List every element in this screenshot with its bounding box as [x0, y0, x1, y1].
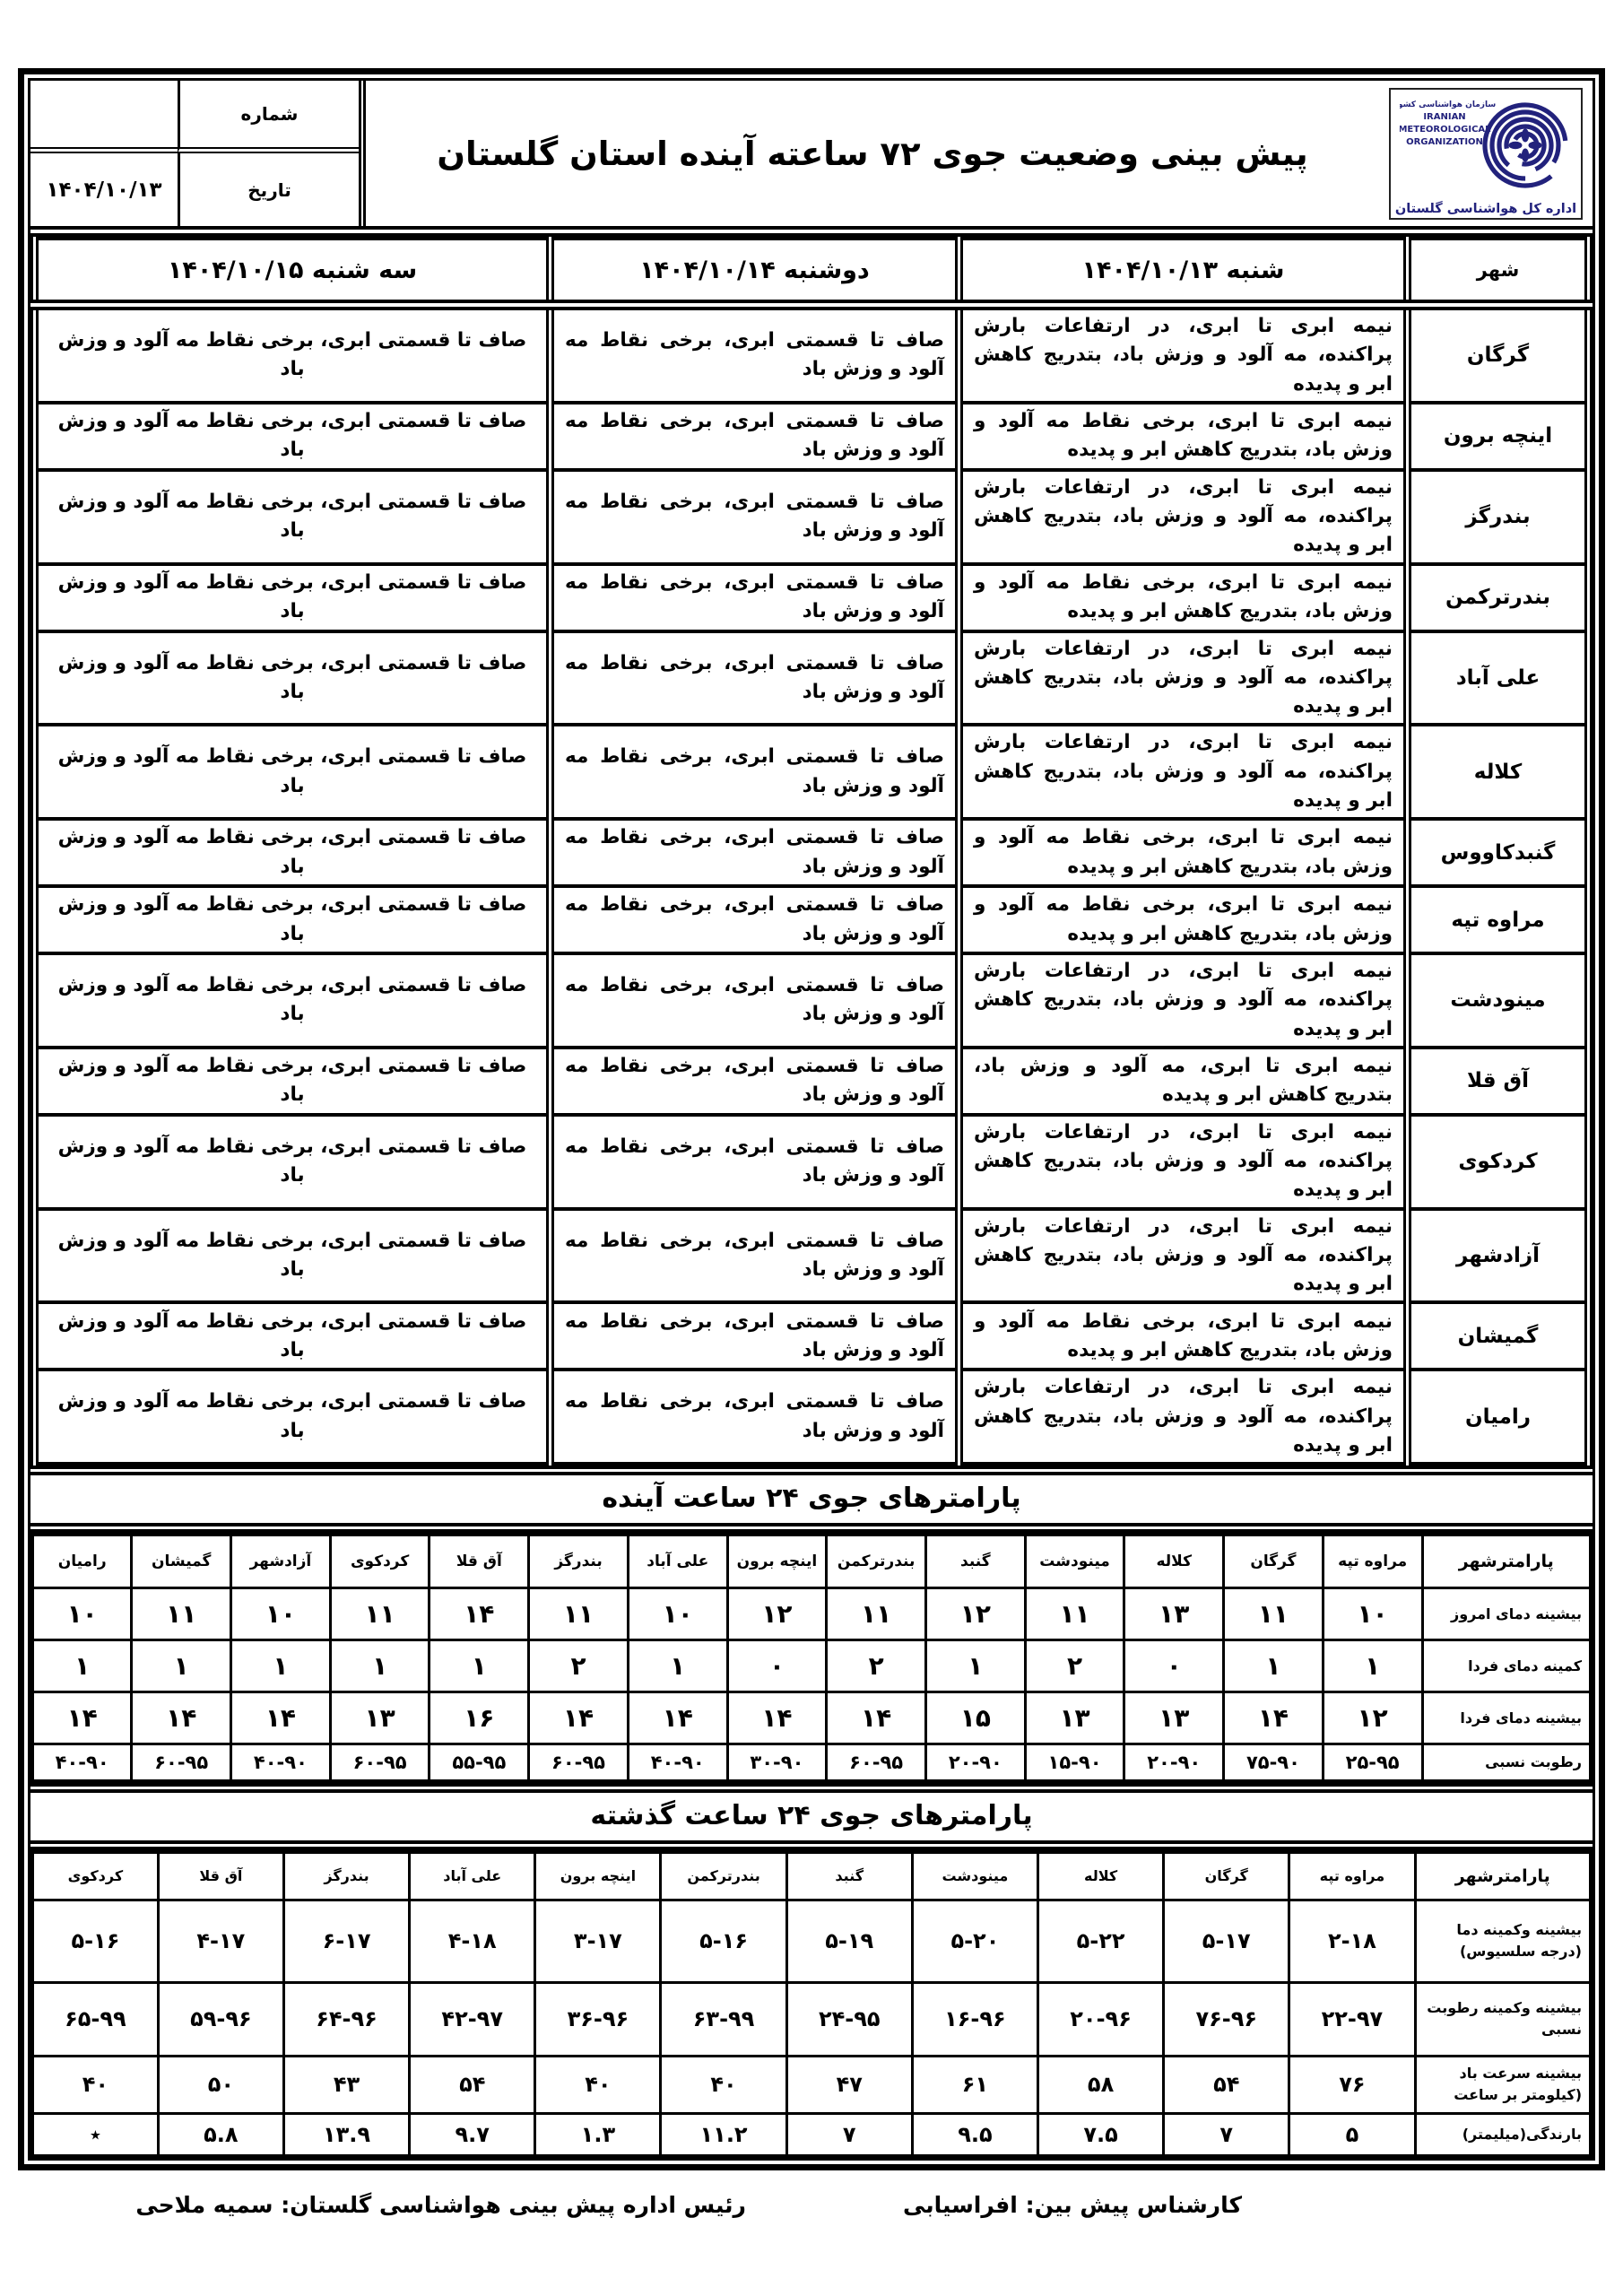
value-cell: ۲: [529, 1640, 629, 1692]
forecast-row-maraveh-tappeh: [35, 886, 1589, 953]
value-cell: ۴۳: [283, 2056, 409, 2113]
forecast-cell: صاف تا قسمتی ابری، برخی نقاط مه آلود و وزش باد: [35, 725, 551, 819]
row-rainfall: [32, 2113, 1591, 2156]
value-cell: ۱۴: [231, 1692, 331, 1744]
document-frame: [18, 68, 1605, 2170]
forecast-cell: نیمه ابری تا ابری، برخی نقاط مه آلود و وزش باد، بتدریج کاهش ابر و پدیده: [959, 819, 1408, 886]
logo-cell: [1379, 81, 1593, 226]
value-cell: ۱۴: [1224, 1692, 1324, 1744]
value-cell: ۱۱: [132, 1588, 231, 1640]
value-cell: ۱۳.۹: [283, 2113, 409, 2156]
city-column-header: شهر: [1408, 239, 1589, 305]
forecast-cell: نیمه ابری تا ابری، در ارتفاعات بارش پراکنده، مه آلود و وزش باد، بتدریج کاهش ابر و پدیده: [959, 1370, 1408, 1464]
value-cell: ۱۱: [827, 1588, 926, 1640]
value-cell: ۲: [827, 1640, 926, 1692]
city-column-header: آزادشهر: [231, 1535, 331, 1588]
value-cell: ۲-۱۸: [1289, 1900, 1415, 1982]
value-cell: ۶۵-۹۹: [32, 1982, 158, 2056]
city-column-header: علی آباد: [628, 1535, 727, 1588]
value-cell: ۵-۱۷: [1164, 1900, 1289, 1982]
city-column-header: رامیان: [32, 1535, 132, 1588]
forecast-cell: صاف تا قسمتی ابری، برخی نقاط مه آلود و وزش باد: [551, 305, 959, 403]
corner-cell: پارامترشهر: [1422, 1535, 1591, 1588]
forecast-cell: نیمه ابری تا ابری، برخی نقاط مه آلود و وزش باد، بتدریج کاهش ابر و پدیده: [959, 886, 1408, 953]
logo-org-name-en-3: ORGANIZATION: [1406, 136, 1483, 147]
forecast-cell: نیمه ابری تا ابری، در ارتفاعات بارش پراکنده، مه آلود و وزش باد، بتدریج کاهش ابر و پدیده: [959, 725, 1408, 819]
forecast-cell: صاف تا قسمتی ابری، برخی نقاط مه آلود و وزش باد: [35, 564, 551, 631]
meta-block: [30, 81, 366, 226]
value-cell: ۴-۱۸: [410, 1900, 535, 1982]
value-cell: ۵۸: [1037, 2056, 1163, 2113]
city-column-header: گنبد: [925, 1535, 1025, 1588]
value-cell: ۱۰: [628, 1588, 727, 1640]
met-organization-logo: [1389, 88, 1583, 220]
row-max-temp-today: [32, 1588, 1591, 1640]
forecast-cell: صاف تا قسمتی ابری، برخی نقاط مه آلود و وزش باد: [35, 1115, 551, 1209]
city-column-header: علی آباد: [410, 1852, 535, 1900]
city-column-header: اینچه برون: [535, 1852, 661, 1900]
value-cell: ۱۴: [32, 1692, 132, 1744]
city-column-header: کلاله: [1037, 1852, 1163, 1900]
day-header-saturday: شنبه ۱۴۰۴/۱۰/۱۳: [959, 239, 1408, 305]
forecast-row-aliabad: [35, 631, 1589, 726]
value-cell: ۱: [330, 1640, 430, 1692]
forecast-cell: صاف تا قسمتی ابری، برخی نقاط مه آلود و وزش باد: [551, 564, 959, 631]
forecast-cell: صاف تا قسمتی ابری، برخی نقاط مه آلود و وزش باد: [35, 953, 551, 1048]
city-column-header: گمیشان: [132, 1535, 231, 1588]
value-cell: ۴۰-۹۰: [32, 1744, 132, 1781]
value-cell: ۱۵: [925, 1692, 1025, 1744]
value-cell: ۷.۵: [1037, 2113, 1163, 2156]
city-name: آزادشهر: [1408, 1209, 1589, 1303]
forecast-cell: صاف تا قسمتی ابری، برخی نقاط مه آلود و وزش باد: [551, 470, 959, 564]
forecast-row-aq-qala: [35, 1048, 1589, 1115]
logo-org-name-fa: سازمان هواشناسی کشور: [1400, 100, 1497, 109]
value-cell: ۷۶-۹۶: [1164, 1982, 1289, 2056]
value-cell: ۵-۱۶: [32, 1900, 158, 1982]
section-title-past-24h: پارامترهای جوی ۲۴ ساعت گذشته: [30, 1783, 1593, 1850]
value-cell: ۵-۲۰: [912, 1900, 1037, 1982]
forecast-cell: صاف تا قسمتی ابری، برخی نقاط مه آلود و وزش باد: [35, 1048, 551, 1115]
city-column-header: اینچه برون: [727, 1535, 827, 1588]
forecast-cell: صاف تا قسمتی ابری، برخی نقاط مه آلود و وزش باد: [551, 1302, 959, 1370]
footer-signatures: [0, 2192, 1623, 2218]
value-cell: ۱۶-۹۶: [912, 1982, 1037, 2056]
row-label: کمینه دمای فردا: [1422, 1640, 1591, 1692]
value-cell: ۴۷: [786, 2056, 912, 2113]
value-cell: ۶۰-۹۵: [132, 1744, 231, 1781]
serial-value: [30, 81, 178, 153]
city-column-header: کردکوی: [32, 1852, 158, 1900]
value-cell: ۱۴: [727, 1692, 827, 1744]
value-cell: ۱: [132, 1640, 231, 1692]
city-column-header: بندرترکمن: [827, 1535, 926, 1588]
city-column-header: کلاله: [1124, 1535, 1224, 1588]
city-name: مینودشت: [1408, 953, 1589, 1048]
value-cell: ۳۶-۹۶: [535, 1982, 661, 2056]
row-relative-humidity: [32, 1744, 1591, 1781]
value-cell: ۵: [1289, 2113, 1415, 2156]
forecast-row-gonbad-kavus: [35, 819, 1589, 886]
value-cell: ۷۵-۹۰: [1224, 1744, 1324, 1781]
value-cell: ۹.۵: [912, 2113, 1037, 2156]
serial-label: شماره: [178, 81, 359, 153]
city-column-header: گنبد: [786, 1852, 912, 1900]
value-cell: ۰: [727, 1640, 827, 1692]
value-cell: ۱۰: [1323, 1588, 1422, 1640]
value-cell: ۱۲: [925, 1588, 1025, 1640]
city-name: کلاله: [1408, 725, 1589, 819]
value-cell: ۲۰-۹۰: [925, 1744, 1025, 1781]
logo-pinwheel-icon: [1509, 128, 1542, 161]
value-cell: ۵۰: [158, 2056, 283, 2113]
value-cell: ۶۰-۹۵: [330, 1744, 430, 1781]
row-label: رطوبت نسبی: [1422, 1744, 1591, 1781]
city-name: رامیان: [1408, 1370, 1589, 1464]
forecast-row-bandar-torkaman: [35, 564, 1589, 631]
value-cell: ۵-۲۲: [1037, 1900, 1163, 1982]
forecast-cell: نیمه ابری تا ابری، در ارتفاعات بارش پراکنده، مه آلود و وزش باد، بتدریج کاهش ابر و پدیده: [959, 631, 1408, 726]
value-cell: ۲۴-۹۵: [786, 1982, 912, 2056]
city-name: کردکوی: [1408, 1115, 1589, 1209]
forecast-cell: نیمه ابری تا ابری، مه آلود و وزش باد، بتدریج کاهش ابر و پدیده: [959, 1048, 1408, 1115]
forecast-row-azadshahr: [35, 1209, 1589, 1303]
value-cell: ۵.۸: [158, 2113, 283, 2156]
document-header: [30, 81, 1593, 237]
date-label: تاریخ: [178, 153, 359, 226]
value-cell: ۵۵-۹۵: [430, 1744, 529, 1781]
value-cell: ۵۹-۹۶: [158, 1982, 283, 2056]
value-cell: ۲۵-۹۵: [1323, 1744, 1422, 1781]
forecast-cell: صاف تا قسمتی ابری، برخی نقاط مه آلود و وزش باد: [551, 403, 959, 470]
value-cell: ۱۱: [1025, 1588, 1124, 1640]
city-column-header: بندرترکمن: [661, 1852, 786, 1900]
met-spiral-logo-icon: [1400, 93, 1572, 197]
forecast-cell: نیمه ابری تا ابری، در ارتفاعات بارش پراکنده، مه آلود و وزش باد، بتدریج کاهش ابر و پدیده: [959, 305, 1408, 403]
city-name: گرگان: [1408, 305, 1589, 403]
value-cell: ۴۰-۹۰: [231, 1744, 331, 1781]
city-column-header: آق قلا: [430, 1535, 529, 1588]
day-header-tuesday: سه شنبه ۱۴۰۴/۱۰/۱۵: [35, 239, 551, 305]
value-cell: ۱۰: [231, 1588, 331, 1640]
document-title: پیش بینی وضعیت جوی ۷۲ ساعته آینده استان گلستان: [437, 134, 1308, 173]
row-max-wind-speed: [32, 2056, 1591, 2113]
value-cell: ۲۰-۹۶: [1037, 1982, 1163, 2056]
row-min-max-temp: [32, 1900, 1591, 1982]
value-cell: ۵-۱۹: [786, 1900, 912, 1982]
city-column-header: مراوه تپه: [1323, 1535, 1422, 1588]
params-next-24h-table: [30, 1533, 1593, 1783]
forecast-cell: صاف تا قسمتی ابری، برخی نقاط مه آلود و وزش باد: [551, 631, 959, 726]
value-cell: ۱: [1224, 1640, 1324, 1692]
value-cell: ۱۳: [1025, 1692, 1124, 1744]
forecast-row-kordkuy: [35, 1115, 1589, 1209]
value-cell: ۳۰-۹۰: [727, 1744, 827, 1781]
value-cell: ۱۴: [628, 1692, 727, 1744]
city-name: مراوه تپه: [1408, 886, 1589, 953]
forecast-cell: نیمه ابری تا ابری، برخی نقاط مه آلود و وزش باد، بتدریج کاهش ابر و پدیده: [959, 564, 1408, 631]
forecast-cell: صاف تا قسمتی ابری، برخی نقاط مه آلود و وزش باد: [35, 819, 551, 886]
city-column-header: مینودشت: [1025, 1535, 1124, 1588]
value-cell: ۴۰: [661, 2056, 786, 2113]
city-name: گمیشان: [1408, 1302, 1589, 1370]
forecast-row-gomishan: [35, 1302, 1589, 1370]
value-cell: ۱۲: [727, 1588, 827, 1640]
value-cell: ۴۰: [32, 2056, 158, 2113]
value-cell: ۱: [231, 1640, 331, 1692]
office-name: اداره کل هواشناسی گلستان: [1394, 201, 1577, 216]
value-cell: ۱: [1323, 1640, 1422, 1692]
city-column-header: گرگان: [1164, 1852, 1289, 1900]
value-cell: ۱: [32, 1640, 132, 1692]
value-cell: ۲: [1025, 1640, 1124, 1692]
params-past-24h-table: [30, 1850, 1593, 2159]
forecaster-signature: کارشناس پیش بین: افراسیابی: [902, 2192, 1242, 2218]
value-cell: ۶۴-۹۶: [283, 1982, 409, 2056]
city-column-header: بندرگز: [283, 1852, 409, 1900]
city-name: آق قلا: [1408, 1048, 1589, 1115]
forecast-cell: نیمه ابری تا ابری، برخی نقاط مه آلود و وزش باد، بتدریج کاهش ابر و پدیده: [959, 403, 1408, 470]
forecast-cell: صاف تا قسمتی ابری، برخی نقاط مه آلود و وزش باد: [35, 470, 551, 564]
forecast-header-row: [35, 239, 1589, 305]
value-cell: ۱۲: [1323, 1692, 1422, 1744]
value-cell: ۱: [430, 1640, 529, 1692]
value-cell: ۱: [628, 1640, 727, 1692]
value-cell: ۷: [786, 2113, 912, 2156]
city-column-header: مراوه تپه: [1289, 1852, 1415, 1900]
value-cell: ۶۰-۹۵: [827, 1744, 926, 1781]
city-name: بندرگز: [1408, 470, 1589, 564]
city-name: بندرترکمن: [1408, 564, 1589, 631]
value-cell: ۱۴: [827, 1692, 926, 1744]
forecast-cell: صاف تا قسمتی ابری، برخی نقاط مه آلود و وزش باد: [551, 886, 959, 953]
corner-cell: پارامترشهر: [1415, 1852, 1591, 1900]
value-cell: ۱۱: [330, 1588, 430, 1640]
forecast-cell: صاف تا قسمتی ابری، برخی نقاط مه آلود و وزش باد: [35, 1302, 551, 1370]
value-cell: ۱۵-۹۰: [1025, 1744, 1124, 1781]
value-cell: ۱۴: [430, 1588, 529, 1640]
city-name: علی آباد: [1408, 631, 1589, 726]
forecast-table: [30, 237, 1593, 1465]
params-next-header-row: [32, 1535, 1591, 1588]
forecast-row-bandar-gaz: [35, 470, 1589, 564]
value-cell: ۱۳: [330, 1692, 430, 1744]
forecast-row-kalaleh: [35, 725, 1589, 819]
value-cell: ۷: [1164, 2113, 1289, 2156]
forecast-cell: نیمه ابری تا ابری، برخی نقاط مه آلود و وزش باد، بتدریج کاهش ابر و پدیده: [959, 1302, 1408, 1370]
section-title-next-24h: پارامترهای جوی ۲۴ ساعت آینده: [30, 1465, 1593, 1533]
value-cell: ۰: [1124, 1640, 1224, 1692]
forecast-cell: صاف تا قسمتی ابری، برخی نقاط مه آلود و وزش باد: [551, 819, 959, 886]
logo-org-name-en-1: IRANIAN: [1423, 111, 1466, 122]
city-column-header: گرگان: [1224, 1535, 1324, 1588]
city-column-header: مینودشت: [912, 1852, 1037, 1900]
forecast-row-gorgan: [35, 305, 1589, 403]
date-value: ۱۴۰۴/۱۰/۱۳: [46, 178, 162, 202]
value-cell: ۲۲-۹۷: [1289, 1982, 1415, 2056]
forecast-cell: صاف تا قسمتی ابری، برخی نقاط مه آلود و وزش باد: [35, 1370, 551, 1464]
value-cell: ۱.۳: [535, 2113, 661, 2156]
row-max-temp-tomorrow: [32, 1692, 1591, 1744]
value-cell: ۹.۷: [410, 2113, 535, 2156]
forecast-row-incheh-borun: [35, 403, 1589, 470]
row-min-temp-tomorrow: [32, 1640, 1591, 1692]
value-cell: ۱: [925, 1640, 1025, 1692]
forecast-cell: نیمه ابری تا ابری، در ارتفاعات بارش پراکنده، مه آلود و وزش باد، بتدریج کاهش ابر و پدیده: [959, 470, 1408, 564]
value-cell: ۶۳-۹۹: [661, 1982, 786, 2056]
value-cell: ۱۱: [1224, 1588, 1324, 1640]
forecast-cell: نیمه ابری تا ابری، در ارتفاعات بارش پراکنده، مه آلود و وزش باد، بتدریج کاهش ابر و پدیده: [959, 1209, 1408, 1303]
value-cell: ۱۰: [32, 1588, 132, 1640]
row-min-max-humidity: [32, 1982, 1591, 2056]
value-cell: ۲۰-۹۰: [1124, 1744, 1224, 1781]
row-label: بیشینه دمای فردا: [1422, 1692, 1591, 1744]
value-cell: ۴-۱۷: [158, 1900, 283, 1982]
value-cell: ۳-۱۷: [535, 1900, 661, 1982]
value-cell: ۵۴: [1164, 2056, 1289, 2113]
city-column-header: بندرگز: [529, 1535, 629, 1588]
value-cell: ۴۰: [535, 2056, 661, 2113]
forecast-cell: نیمه ابری تا ابری، در ارتفاعات بارش پراکنده، مه آلود و وزش باد، بتدریج کاهش ابر و پدیده: [959, 1115, 1408, 1209]
value-cell: ٭: [32, 2113, 158, 2156]
value-cell: ۶۰-۹۵: [529, 1744, 629, 1781]
value-cell: ۷۶: [1289, 2056, 1415, 2113]
value-cell: ۵۴: [410, 2056, 535, 2113]
row-label: بیشینه دمای امروز: [1422, 1588, 1591, 1640]
forecast-cell: صاف تا قسمتی ابری، برخی نقاط مه آلود و وزش باد: [35, 886, 551, 953]
value-cell: ۱۱: [529, 1588, 629, 1640]
value-cell: ۱۴: [529, 1692, 629, 1744]
value-cell: ۱۶: [430, 1692, 529, 1744]
params-past-header-row: [32, 1852, 1591, 1900]
value-cell: ۶۱: [912, 2056, 1037, 2113]
forecast-cell: صاف تا قسمتی ابری، برخی نقاط مه آلود و وزش باد: [551, 1048, 959, 1115]
logo-org-name-en-2: METEOROLOGICAL: [1400, 124, 1491, 135]
forecast-row-minudasht: [35, 953, 1589, 1048]
value-cell: ۵-۱۶: [661, 1900, 786, 1982]
document-inner-frame: [28, 78, 1595, 2161]
value-cell: ۱۱.۲: [661, 2113, 786, 2156]
forecast-cell: صاف تا قسمتی ابری، برخی نقاط مه آلود و وزش باد: [551, 1209, 959, 1303]
value-cell: ۴۲-۹۷: [410, 1982, 535, 2056]
forecast-cell: صاف تا قسمتی ابری، برخی نقاط مه آلود و وزش باد: [35, 305, 551, 403]
city-name: گنبدکاووس: [1408, 819, 1589, 886]
forecast-cell: صاف تا قسمتی ابری، برخی نقاط مه آلود و وزش باد: [35, 1209, 551, 1303]
value-cell: ۶-۱۷: [283, 1900, 409, 1982]
row-label: بیشینه وکمینه رطوبت نسبی: [1415, 1982, 1591, 2056]
forecast-cell: صاف تا قسمتی ابری، برخی نقاط مه آلود و وزش باد: [35, 403, 551, 470]
city-column-header: کردکوی: [330, 1535, 430, 1588]
chief-signature: رئیس اداره پیش بینی هواشناسی گلستان: سمیه ملاحی: [135, 2192, 746, 2218]
forecast-cell: صاف تا قسمتی ابری، برخی نقاط مه آلود و وزش باد: [35, 631, 551, 726]
value-cell: ۱۳: [1124, 1692, 1224, 1744]
forecast-cell: صاف تا قسمتی ابری، برخی نقاط مه آلود و وزش باد: [551, 1370, 959, 1464]
value-cell: ۱۳: [1124, 1588, 1224, 1640]
city-name: اینچه برون: [1408, 403, 1589, 470]
day-header-monday: دوشنبه ۱۴۰۴/۱۰/۱۴: [551, 239, 959, 305]
forecast-cell: صاف تا قسمتی ابری، برخی نقاط مه آلود و وزش باد: [551, 953, 959, 1048]
value-cell: ۱۴: [132, 1692, 231, 1744]
row-label: بیشینه وکمینه دما (درجه سلسیوس): [1415, 1900, 1591, 1982]
row-label: بارندگی(میلیمتر): [1415, 2113, 1591, 2156]
forecast-cell: صاف تا قسمتی ابری، برخی نقاط مه آلود و وزش باد: [551, 725, 959, 819]
value-cell: ۴۰-۹۰: [628, 1744, 727, 1781]
row-label: بیشینه سرعت باد (کیلومتر بر ساعت: [1415, 2056, 1591, 2113]
forecast-row-ramian: [35, 1370, 1589, 1464]
city-column-header: آق قلا: [158, 1852, 283, 1900]
forecast-cell: صاف تا قسمتی ابری، برخی نقاط مه آلود و وزش باد: [551, 1115, 959, 1209]
forecast-cell: نیمه ابری تا ابری، در ارتفاعات بارش پراکنده، مه آلود و وزش باد، بتدریج کاهش ابر و پدیده: [959, 953, 1408, 1048]
